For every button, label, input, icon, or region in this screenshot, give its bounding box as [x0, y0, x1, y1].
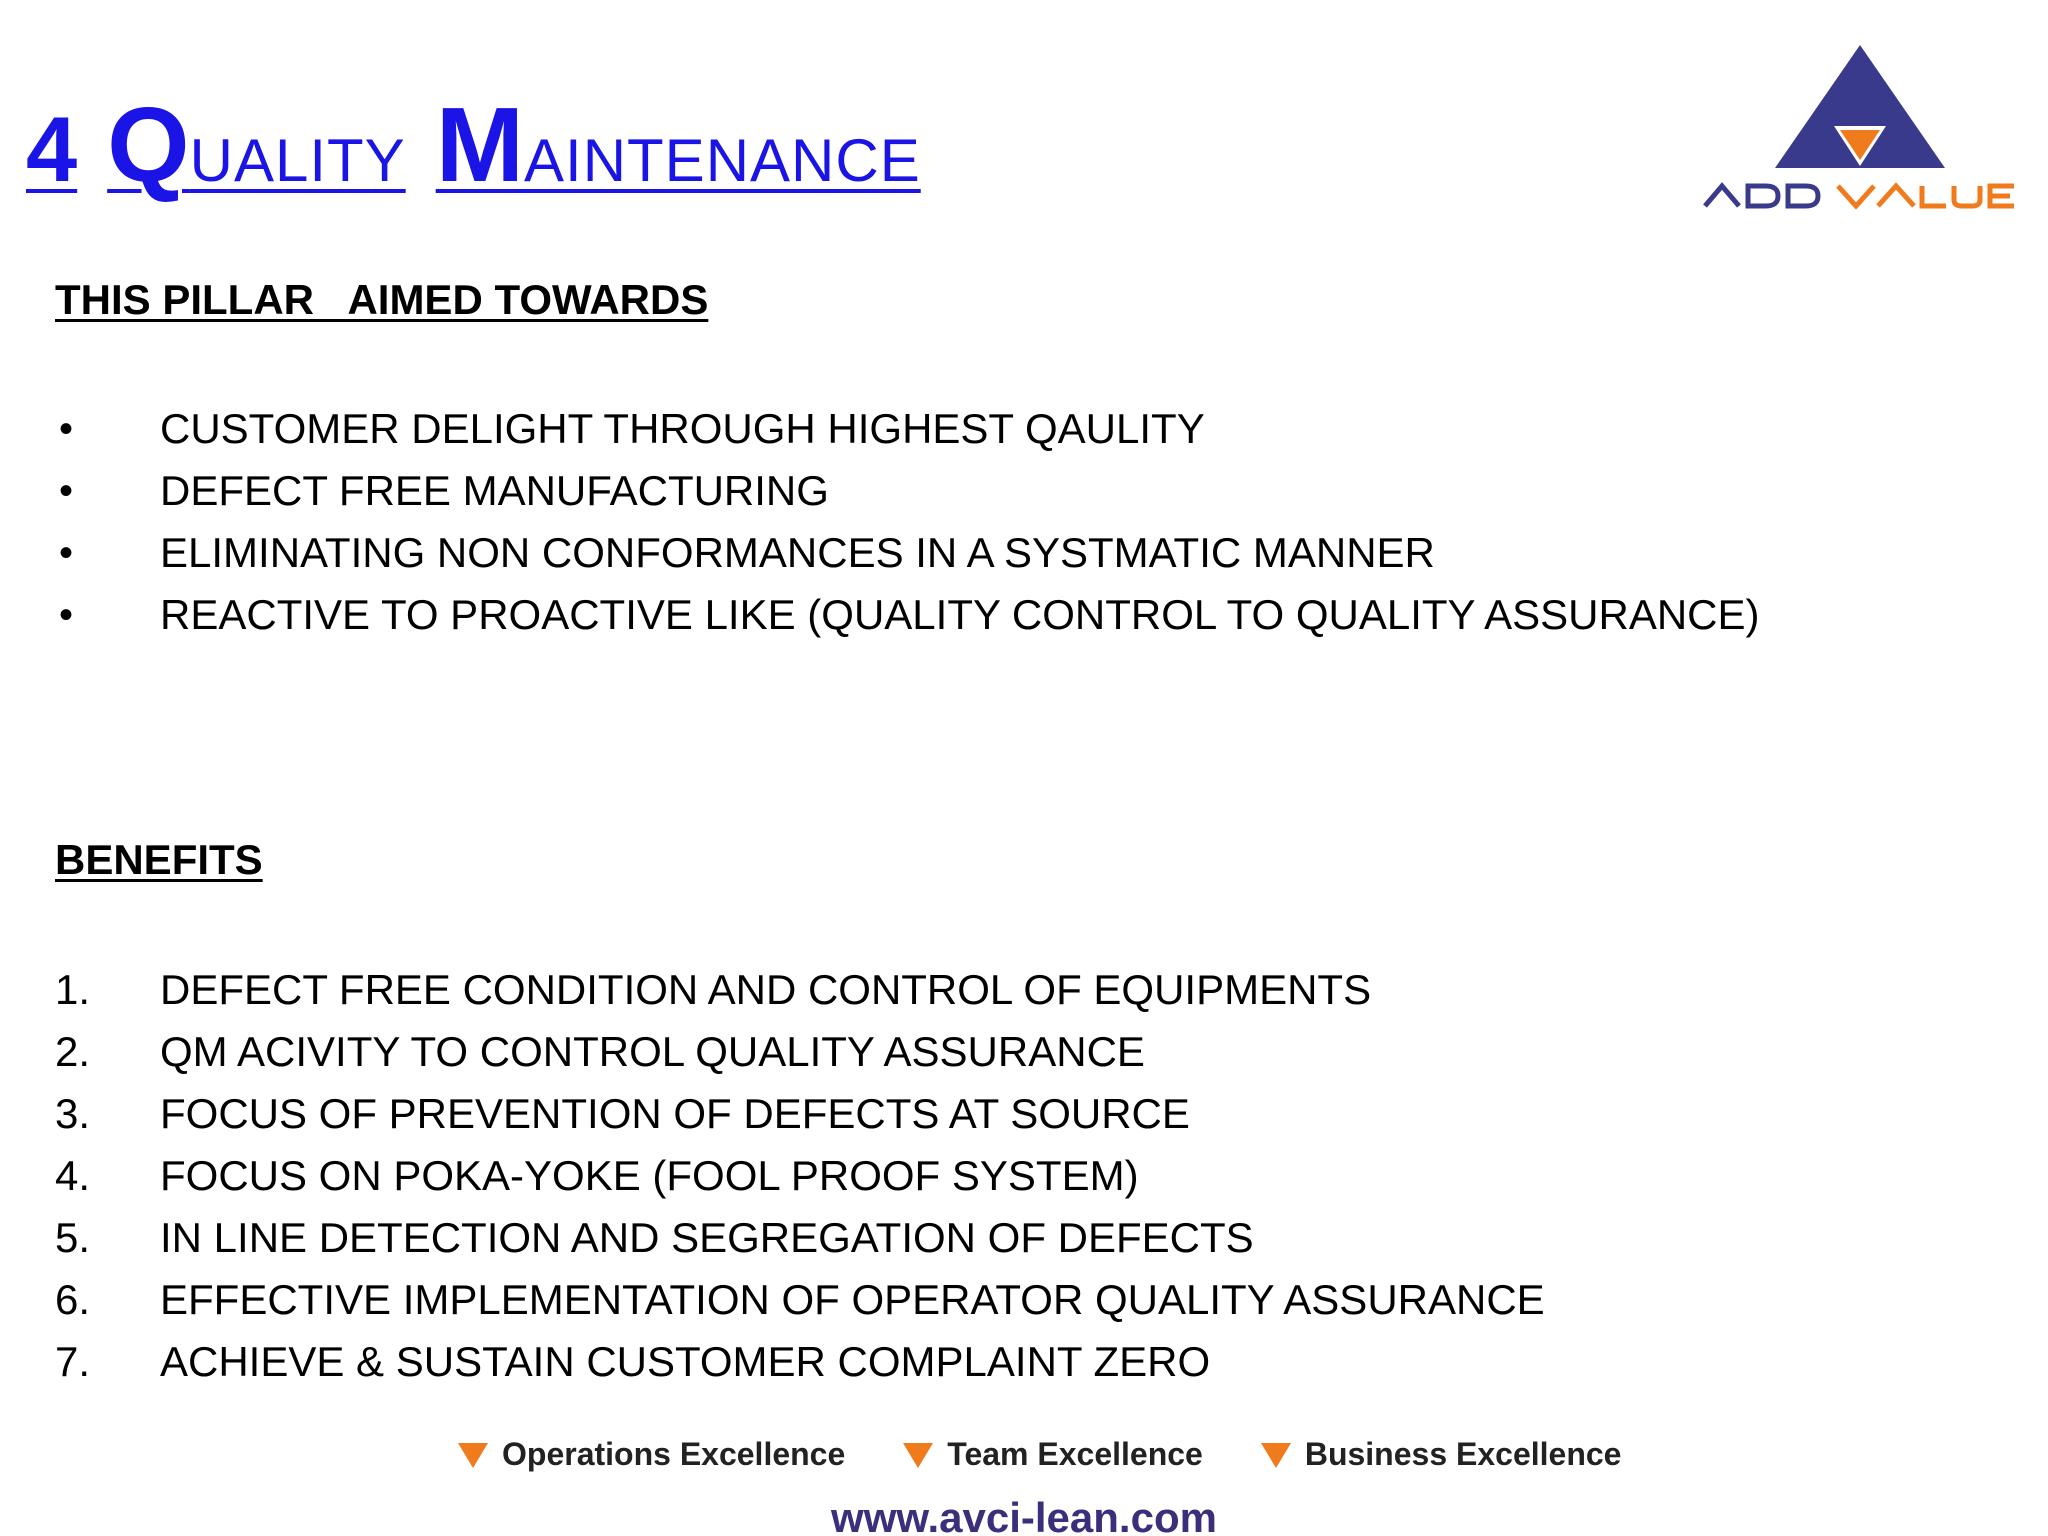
bullet-marker: • [59, 468, 74, 513]
item-text: REACTIVE TO PROACTIVE LIKE (QUALITY CONTROL TO QUALITY ASSURANCE) [160, 591, 1760, 638]
page-title [26, 86, 921, 204]
number-marker: 2. [55, 1028, 91, 1075]
list-item [55, 1021, 1545, 1083]
tagline-text: Operations Excellence [502, 1436, 846, 1472]
orange-down-triangle-icon [1259, 1440, 1293, 1470]
add-value-logo [1700, 40, 2020, 220]
list-item [55, 460, 1760, 522]
title-initial-m: M [435, 86, 524, 204]
number-marker: 1. [55, 966, 91, 1013]
benefits-list [55, 959, 1545, 1393]
tagline-text: Team Excellence [947, 1436, 1203, 1472]
list-item [55, 1145, 1545, 1207]
bullet-marker: • [59, 530, 74, 575]
item-text: FOCUS OF PREVENTION OF DEFECTS AT SOURCE [160, 1090, 1190, 1137]
bullet-marker: • [59, 592, 74, 637]
title-initial-q: Q [107, 86, 190, 204]
title-rest-maintenance: AINTENANCE [524, 127, 921, 194]
tagline-team [901, 1436, 1203, 1473]
list-item [55, 584, 1760, 646]
logo-text: ADD VALUE [1700, 40, 1706, 41]
list-item [55, 1207, 1545, 1269]
item-text: DEFECT FREE MANUFACTURING [160, 467, 829, 514]
list-item [55, 1083, 1545, 1145]
item-text: IN LINE DETECTION AND SEGREGATION OF DEFECTS [160, 1214, 1254, 1261]
item-text: QM ACIVITY TO CONTROL QUALITY ASSURANCE [160, 1028, 1145, 1075]
orange-down-triangle-icon [901, 1440, 935, 1470]
item-text: FOCUS ON POKA-YOKE (FOOL PROOF SYSTEM) [160, 1152, 1139, 1199]
title-number: 4 [26, 99, 78, 201]
aims-heading: THIS PILLAR AIMED TOWARDS [55, 276, 709, 323]
title-rest-quality: UALITY [189, 127, 406, 194]
item-text: CUSTOMER DELIGHT THROUGH HIGHEST QAULITY [160, 405, 1205, 452]
item-text: ACHIEVE & SUSTAIN CUSTOMER COMPLAINT ZERO [160, 1338, 1211, 1385]
number-marker: 4. [55, 1152, 91, 1199]
tagline-business [1259, 1436, 1622, 1473]
list-item [55, 398, 1760, 460]
item-text: DEFECT FREE CONDITION AND CONTROL OF EQUIPMENTS [160, 966, 1372, 1013]
benefits-heading: BENEFITS [55, 836, 263, 883]
orange-down-triangle-icon [456, 1440, 490, 1470]
list-item [55, 959, 1545, 1021]
tagline-text: Business Excellence [1304, 1436, 1622, 1472]
number-marker: 7. [55, 1338, 91, 1385]
number-marker: 6. [55, 1276, 91, 1323]
item-text: ELIMINATING NON CONFORMANCES IN A SYSTMATIC MANNER [160, 529, 1435, 576]
aims-list [55, 398, 1760, 646]
list-item [55, 1331, 1545, 1393]
number-marker: 5. [55, 1214, 91, 1261]
list-item [55, 522, 1760, 584]
list-item [55, 1269, 1545, 1331]
website-link[interactable]: www.avci-lean.com [831, 1494, 1217, 1536]
footer-taglines [456, 1436, 1621, 1473]
tagline-operations [456, 1436, 845, 1473]
item-text: EFFECTIVE IMPLEMENTATION OF OPERATOR QUALITY ASSURANCE [160, 1276, 1545, 1323]
number-marker: 3. [55, 1090, 91, 1137]
bullet-marker: • [59, 406, 74, 451]
